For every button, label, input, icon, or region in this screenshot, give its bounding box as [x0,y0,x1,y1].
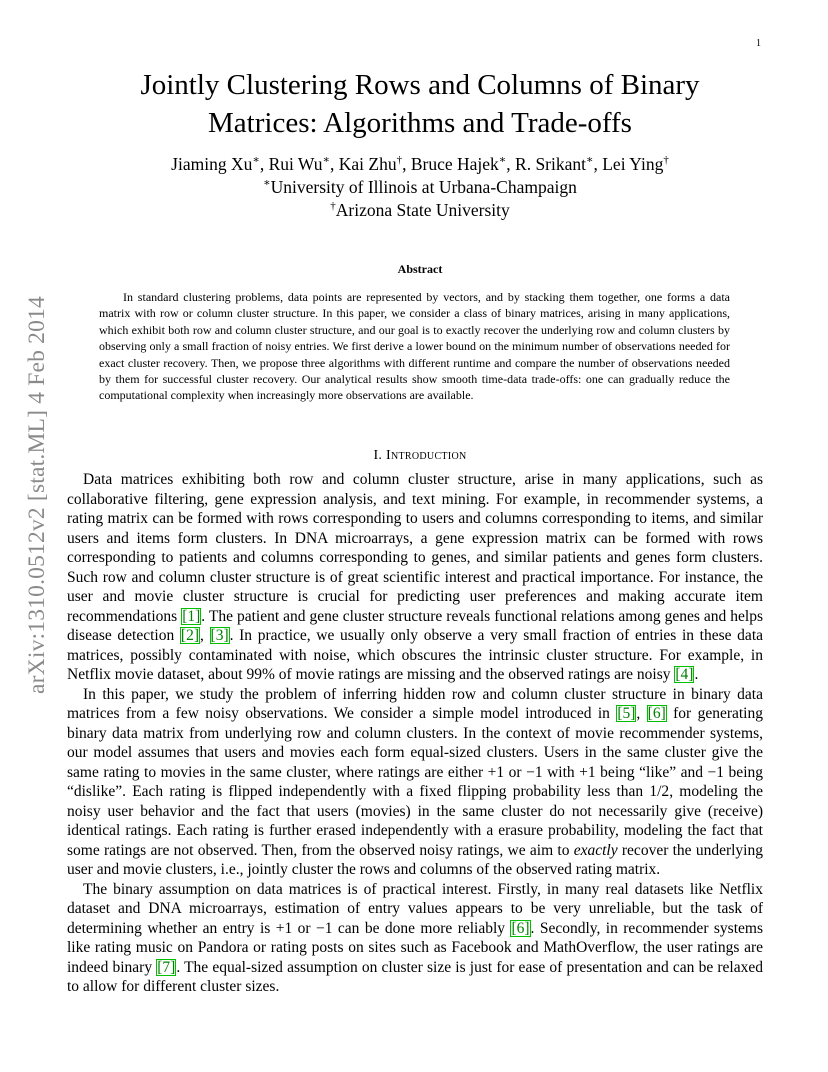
author-name: R. Srikant [515,154,586,174]
separator: , [506,154,516,174]
text-run: . Secondly, in recommender systems like rating music on Pandora or rating posts on sites such as Facebook and MathOverflow, the user ratings are indeed binary [67,919,763,976]
author-mark: † [396,154,403,167]
text-run: with [542,763,580,781]
math-value: 99 [246,666,262,683]
text-run: being “like” and [595,763,708,781]
citation-link[interactable]: [7] [157,958,176,976]
math-value: −1 [526,763,543,781]
text-run: , modeling the noisy user behavior and the fact that users (movies) in the same cluster do not necessarily give (receive) identical ratings. Each rating is further erased independently with a erasure probability, modeling the fact that some ratings are not observed. Then, from the observed noisy ratings, we aim to [67,783,763,859]
intro-paragraph-2 [67,685,763,880]
affiliation-name: University of Illinois at Urbana-Champaign [270,177,577,197]
text-run: . [694,666,699,683]
title-line-2: Matrices: Algorithms and Trade-offs [208,107,632,139]
author-mark: ∗ [252,154,260,167]
citation-link[interactable]: [4] [675,666,694,683]
math-value: 1/2 [649,783,670,800]
citation-link[interactable]: [1] [182,607,201,625]
author-name: Jiaming Xu [171,154,253,174]
author-name: Kai Zhu [338,154,397,174]
affiliation-name: Arizona State University [335,200,510,220]
author-mark: ∗ [322,154,330,167]
math-value: +1 [579,763,596,781]
affiliation-uiuc [60,176,780,198]
separator: , [259,154,269,174]
citation-link[interactable]: [3] [210,627,229,644]
text-run: In this paper, we study the problem of inferring hidden row and column cluster structure in binary data matrices from a few noisy observations. We consider a simple model introduced in [67,685,763,722]
introduction-body [67,470,763,997]
math-value: +1 [275,919,293,937]
citation-link[interactable]: [6] [511,919,530,937]
text-run: . The equal-sized assumption on cluster size is just for ease of presentation and can be relaxed to allow for different cluster sizes. [67,958,763,995]
text-run: % of movie ratings are missing and the observed ratings are noisy [262,666,675,683]
intro-paragraph-3 [67,880,763,997]
text-run: The binary assumption on data matrices is of practical interest. Firstly, in many real datasets like Netflix dataset and DNA microarrays, estimation of entry values appears to be very unreliable, but the task of determining whether an entry is [67,880,763,937]
separator: , [329,154,339,174]
intro-paragraph-1 [67,470,763,685]
separator: , [593,154,603,174]
text-run: can be done more reliably [332,919,511,937]
author-name: Lei Ying [602,154,664,174]
affiliation-mark: ∗ [263,177,271,190]
author-mark: ∗ [498,154,507,167]
math-value: −1 [707,763,725,781]
text-run: recover the underlying user and movie clusters, i.e., jointly cluster the rows and columns of the observed rating matrix. [67,841,763,878]
affiliation-mark: † [330,200,336,213]
text-run: . The patient and gene cluster structure reveals functional relations among genes and helps disease detection [67,607,763,644]
affiliation-asu [60,199,780,221]
author-name: Rui Wu [268,154,323,174]
citation-link[interactable]: [2] [180,627,199,644]
section-number: I. [373,448,387,463]
abstract-heading: Abstract [397,262,443,276]
text-run: . In practice, we usually only observe a very small fraction of entries in these data matrices, possibly contaminated with noise, which obscures the intrinsic cluster structure. For example, in Netflix movie dataset, about [67,627,763,683]
abstract-text: In standard clustering problems, data points are represented by vectors, and by stacking them together, one forms a data matrix with row or column cluster structure. In this paper, we consider a class of binary matrices, arising in many applications, which exhibit both row and column cluster structure, and our goal is to exactly recover the underlying row and column clusters by observing only a small fraction of noisy entries. We first derive a lower bound on the minimum number of observations needed for exact cluster recovery. Then, we propose three algorithms with different runtime and compare the number of observations needed by them for successful cluster recovery. Our analytical results show smooth time-data trade-offs: one can gradually reduce the computational complexity when increasingly more observations are available. [99,290,730,403]
math-value: −1 [315,919,333,937]
author-name: Bruce Hajek [410,154,499,174]
author-list [60,153,780,175]
paper-title [60,66,780,142]
citation-link[interactable]: [6] [647,705,666,722]
separator: , [402,154,411,174]
text-run: or [292,919,316,937]
citation-link[interactable]: [5] [617,705,636,722]
text-run: , [636,705,647,722]
text-run: being “dislike”. Each rating is flipped independently with a fixed flipping probability less than [67,763,763,800]
page-number: 1 [756,38,761,49]
section-heading [60,448,780,464]
arxiv-identifier: arXiv:1310.0512v2 [stat.ML] 4 Feb 2014 [24,296,50,694]
title-line-1: Jointly Clustering Rows and Columns of Binary [140,69,700,101]
math-value: +1 [487,763,505,781]
text-run: , [199,627,210,644]
author-mark: ∗ [586,154,594,167]
text-run: or [504,763,527,781]
section-title: Introduction [386,448,467,463]
author-mark: † [663,154,669,167]
text-run: Data matrices exhibiting both row and column cluster structure, arise in many applications, such as collaborative filtering, gene expression analysis, and text mining. For example, in recommender systems, a rating matrix can be formed with rows corresponding to users and columns corresponding to items, and similar users and items form clusters. In DNA microarrays, a gene expression matrix can be formed with rows corresponding to patients and columns corresponding to genes, and similar patients and genes form clusters. Such row and column cluster structure is of great scientific interest and practical importance. For instance, the user and movie cluster structure is crucial for predicting user preferences and making accurate item recommendations [67,471,763,625]
text-run: for generating binary data matrix from underlying row and column clusters. In the context of movie recommender systems, our model assumes that users and movies each form equal-sized clusters. Users in the same cluster give the same rating to movies in the same cluster, where ratings are either [67,705,763,781]
emphasis: exactly [573,841,618,859]
